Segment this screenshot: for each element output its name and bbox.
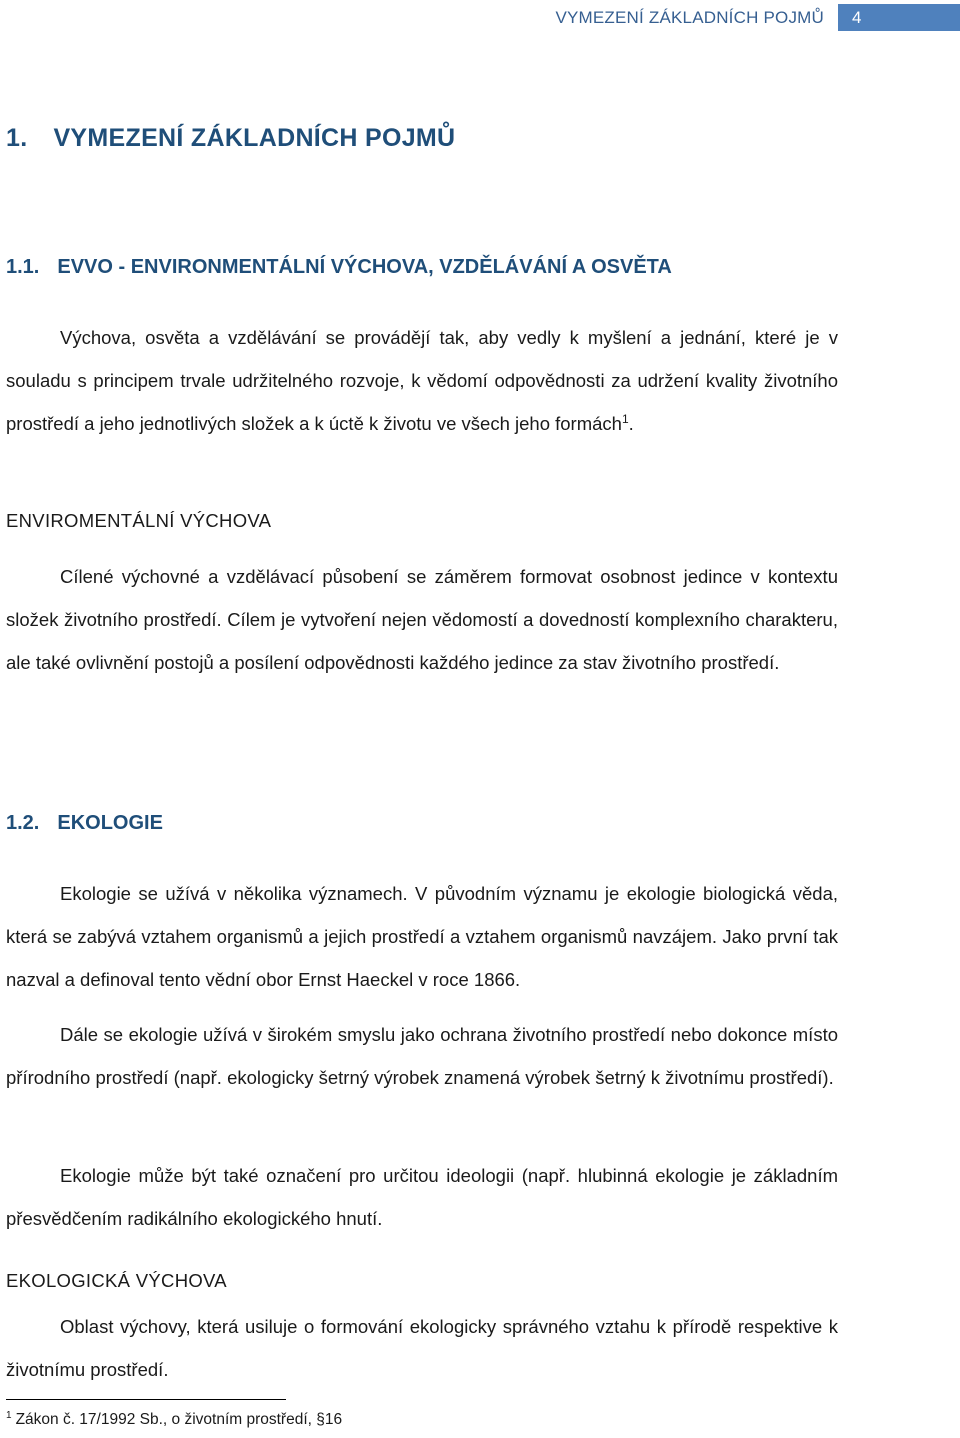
footnote-text: Zákon č. 17/1992 Sb., o životním prostředí, §16: [15, 1411, 343, 1428]
paragraph-text: Výchova, osvěta a vzdělávání se provádějí tak, aby vedly k myšlení a jednání, které je v souladu s principem trvale udržitelného rozvoje, k vědomí odpovědnosti za udržení kvality životního prostředí a jeho jednotlivých složek a k úctě k životu ve všech jeho formách: [6, 327, 838, 434]
footnote: [6, 1411, 342, 1429]
chapter-heading: [6, 124, 455, 153]
ekologie-paragraph-1: [6, 872, 838, 1001]
paragraph-text: Cílené výchovné a vzdělávací působení se záměrem formovat osobnost jedince v kontextu složek životního prostředí. Cílem je vytvoření nejen vědomostí a dovedností komplexního charakteru, ale také ovlivnění postojů a posílení odpovědnosti každého jedince za stav životního prostředí.: [6, 566, 838, 673]
header-title: VYMEZENÍ ZÁKLADNÍCH POJMŮ: [555, 7, 824, 27]
paragraph-text: Oblast výchovy, která usiluje o formování ekologicky správného vztahu k přírodě respektive k životnímu prostředí.: [6, 1316, 838, 1380]
paragraph-text: Ekologie se užívá v několika významech. V původním významu je ekologie biologická věda, která se zabývá vztahem organismů a jejich prostředí a vztahem organismů navzájem. Jako první tak nazval a definoval tento vědní obor Ernst Haeckel v roce 1866.: [6, 883, 838, 990]
section-number: 1.1.: [6, 256, 40, 278]
section-title: EVVO - ENVIRONMENTÁLNÍ VÝCHOVA, VZDĚLÁVÁNÍ A OSVĚTA: [57, 256, 672, 278]
section-heading-1-2: [6, 812, 163, 835]
ekologie-paragraph-2: [6, 1013, 838, 1099]
footnote-divider: [6, 1399, 286, 1400]
section-1-1-paragraph: Výchova, osvěta a vzdělávání se provádějí tak, aby vedly k myšlení a jednání, které je v souladu s principem trvale udržitelného rozvoje, k vědomí odpovědnosti za udržení kvality životního prostředí a jeho jednotlivých složek a k úctě k životu ve všech jeho formách$^1$.: [6, 327, 838, 434]
footnote-marker: 1: [6, 1409, 12, 1421]
ekologie-paragraph-3: [6, 1154, 838, 1240]
eko-vychova-paragraph: [6, 1305, 838, 1391]
paragraph-text: Ekologie může být také označení pro určitou ideologii (např. hlubinná ekologie je základním přesvědčením radikálního ekologického hnutí.: [6, 1165, 838, 1229]
enviro-heading: ENVIROMENTÁLNÍ VÝCHOVA: [6, 510, 272, 531]
paragraph-text: Dále se ekologie užívá v širokém smyslu jako ochrana životního prostředí nebo dokonce místo přírodního prostředí (např. ekologicky šetrný výrobek znamená výrobek šetrný k životnímu prostředí).: [6, 1024, 838, 1088]
section-title: EKOLOGIE: [57, 812, 163, 834]
running-header: [555, 4, 960, 31]
section-number: 1.2.: [6, 812, 40, 834]
chapter-title: VYMEZENÍ ZÁKLADNÍCH POJMŮ: [53, 124, 456, 152]
footnote-ref[interactable]: 1: [621, 411, 629, 426]
chapter-number: 1.: [6, 124, 28, 152]
enviro-paragraph: [6, 555, 838, 684]
section-heading-1-1: [6, 256, 672, 279]
page-number: 4: [838, 4, 960, 31]
eko-vychova-heading: EKOLOGICKÁ VÝCHOVA: [6, 1270, 227, 1291]
